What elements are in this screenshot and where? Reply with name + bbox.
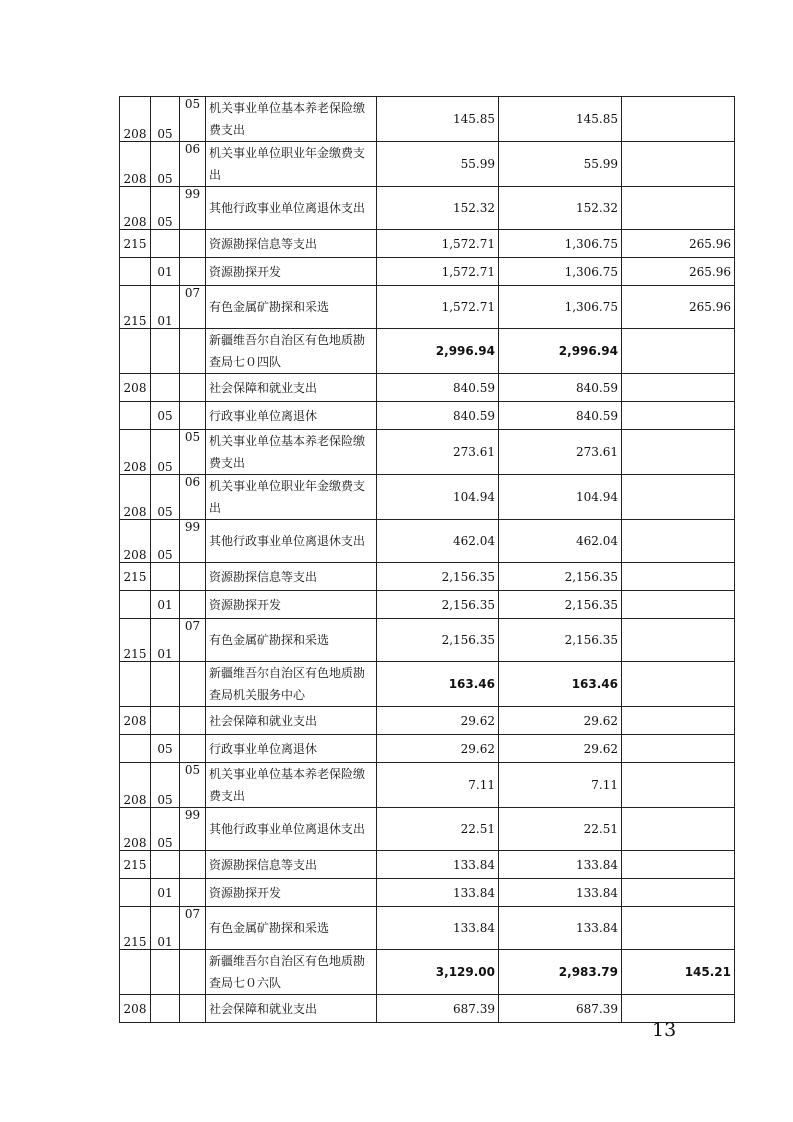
- class-code-cell: [120, 591, 151, 619]
- total-cell: 133.84: [377, 851, 499, 879]
- item-code-cell: [180, 258, 206, 286]
- class-code-cell: 215: [120, 851, 151, 879]
- table-row: [120, 563, 735, 591]
- table-row: [120, 735, 735, 763]
- project-expenditure-cell: [622, 995, 735, 1023]
- unit-header-row: [120, 950, 735, 995]
- project-expenditure-cell: [622, 142, 735, 187]
- section-code-cell: 01: [151, 879, 180, 907]
- section-code-cell: [151, 329, 180, 374]
- class-code-cell: 208: [120, 808, 151, 851]
- project-expenditure-cell: [622, 563, 735, 591]
- basic-expenditure-cell: 29.62: [499, 735, 622, 763]
- section-code-cell: 05: [151, 520, 180, 563]
- project-expenditure-cell: 145.21: [622, 950, 735, 995]
- section-code-cell: [151, 374, 180, 402]
- basic-expenditure-cell: 1,306.75: [499, 286, 622, 329]
- project-expenditure-cell: [622, 329, 735, 374]
- subject-name-cell: 其他行政事业单位离退休支出: [206, 187, 377, 230]
- table-row: [120, 907, 735, 950]
- project-expenditure-cell: [622, 520, 735, 563]
- basic-expenditure-cell: 2,156.35: [499, 591, 622, 619]
- item-code-cell: [180, 879, 206, 907]
- subject-name-cell: 有色金属矿勘探和采选: [206, 286, 377, 329]
- total-cell: 152.32: [377, 187, 499, 230]
- table-row: [120, 520, 735, 563]
- total-cell: 55.99: [377, 142, 499, 187]
- class-code-cell: 215: [120, 619, 151, 662]
- subject-name-cell: 其他行政事业单位离退休支出: [206, 520, 377, 563]
- section-code-cell: 05: [151, 475, 180, 520]
- total-cell: 145.85: [377, 97, 499, 142]
- table-row: [120, 430, 735, 475]
- basic-expenditure-cell: 840.59: [499, 374, 622, 402]
- item-code-cell: [180, 735, 206, 763]
- project-expenditure-cell: [622, 662, 735, 707]
- project-expenditure-cell: [622, 763, 735, 808]
- class-code-cell: 208: [120, 142, 151, 187]
- basic-expenditure-cell: 7.11: [499, 763, 622, 808]
- project-expenditure-cell: [622, 187, 735, 230]
- table-row: [120, 142, 735, 187]
- project-expenditure-cell: [622, 707, 735, 735]
- project-expenditure-cell: [622, 808, 735, 851]
- basic-expenditure-cell: 163.46: [499, 662, 622, 707]
- section-code-cell: [151, 950, 180, 995]
- total-cell: 1,572.71: [377, 258, 499, 286]
- table-row: [120, 402, 735, 430]
- item-code-cell: [180, 374, 206, 402]
- table-row: [120, 707, 735, 735]
- subject-name-cell: 资源勘探开发: [206, 879, 377, 907]
- item-code-cell: [180, 662, 206, 707]
- total-cell: 133.84: [377, 879, 499, 907]
- subject-name-cell: 资源勘探信息等支出: [206, 563, 377, 591]
- item-code-cell: [180, 851, 206, 879]
- section-code-cell: 05: [151, 430, 180, 475]
- basic-expenditure-cell: 145.85: [499, 97, 622, 142]
- total-cell: 104.94: [377, 475, 499, 520]
- item-code-cell: [180, 707, 206, 735]
- section-code-cell: 05: [151, 735, 180, 763]
- subject-name-cell: 有色金属矿勘探和采选: [206, 619, 377, 662]
- basic-expenditure-cell: 840.59: [499, 402, 622, 430]
- subject-name-cell: 机关事业单位基本养老保险缴费支出: [206, 763, 377, 808]
- item-code-cell: [180, 950, 206, 995]
- total-cell: 1,572.71: [377, 230, 499, 258]
- project-expenditure-cell: 265.96: [622, 286, 735, 329]
- project-expenditure-cell: [622, 97, 735, 142]
- basic-expenditure-cell: 2,156.35: [499, 619, 622, 662]
- class-code-cell: 215: [120, 286, 151, 329]
- section-code-cell: 01: [151, 591, 180, 619]
- subject-name-cell: 机关事业单位基本养老保险缴费支出: [206, 97, 377, 142]
- subject-name-cell: 资源勘探信息等支出: [206, 230, 377, 258]
- total-cell: 462.04: [377, 520, 499, 563]
- subject-name-cell: 新疆维吾尔自治区有色地质勘查局七０六队: [206, 950, 377, 995]
- unit-header-row: [120, 662, 735, 707]
- item-code-cell: 06: [180, 475, 206, 520]
- total-cell: 687.39: [377, 995, 499, 1023]
- item-code-cell: [180, 995, 206, 1023]
- class-code-cell: [120, 402, 151, 430]
- project-expenditure-cell: [622, 475, 735, 520]
- project-expenditure-cell: [622, 879, 735, 907]
- class-code-cell: 208: [120, 475, 151, 520]
- total-cell: 840.59: [377, 374, 499, 402]
- subject-name-cell: 社会保障和就业支出: [206, 995, 377, 1023]
- page-number: 13: [652, 1019, 677, 1041]
- section-code-cell: 05: [151, 187, 180, 230]
- project-expenditure-cell: [622, 851, 735, 879]
- table-row: [120, 879, 735, 907]
- item-code-cell: [180, 329, 206, 374]
- total-cell: 2,156.35: [377, 591, 499, 619]
- table-row: [120, 286, 735, 329]
- section-code-cell: [151, 995, 180, 1023]
- project-expenditure-cell: [622, 907, 735, 950]
- item-code-cell: 05: [180, 763, 206, 808]
- table-row: [120, 475, 735, 520]
- basic-expenditure-cell: 133.84: [499, 907, 622, 950]
- item-code-cell: 06: [180, 142, 206, 187]
- project-expenditure-cell: [622, 619, 735, 662]
- subject-name-cell: 社会保障和就业支出: [206, 374, 377, 402]
- class-code-cell: 208: [120, 520, 151, 563]
- class-code-cell: [120, 258, 151, 286]
- project-expenditure-cell: 265.96: [622, 258, 735, 286]
- section-code-cell: 05: [151, 808, 180, 851]
- basic-expenditure-cell: 104.94: [499, 475, 622, 520]
- basic-expenditure-cell: 273.61: [499, 430, 622, 475]
- subject-name-cell: 有色金属矿勘探和采选: [206, 907, 377, 950]
- section-code-cell: [151, 707, 180, 735]
- class-code-cell: 208: [120, 763, 151, 808]
- section-code-cell: [151, 230, 180, 258]
- subject-name-cell: 机关事业单位职业年金缴费支出: [206, 475, 377, 520]
- class-code-cell: 208: [120, 374, 151, 402]
- table-row: [120, 258, 735, 286]
- item-code-cell: [180, 230, 206, 258]
- total-cell: 22.51: [377, 808, 499, 851]
- item-code-cell: 99: [180, 808, 206, 851]
- table-row: [120, 187, 735, 230]
- class-code-cell: 215: [120, 563, 151, 591]
- section-code-cell: 01: [151, 286, 180, 329]
- project-expenditure-cell: 265.96: [622, 230, 735, 258]
- project-expenditure-cell: [622, 735, 735, 763]
- table-row: [120, 619, 735, 662]
- section-code-cell: 01: [151, 258, 180, 286]
- item-code-cell: 07: [180, 286, 206, 329]
- basic-expenditure-cell: 133.84: [499, 851, 622, 879]
- basic-expenditure-cell: 22.51: [499, 808, 622, 851]
- subject-name-cell: 资源勘探开发: [206, 591, 377, 619]
- class-code-cell: [120, 735, 151, 763]
- subject-name-cell: 资源勘探信息等支出: [206, 851, 377, 879]
- table-row: [120, 97, 735, 142]
- class-code-cell: 215: [120, 230, 151, 258]
- project-expenditure-cell: [622, 402, 735, 430]
- class-code-cell: 208: [120, 995, 151, 1023]
- section-code-cell: 01: [151, 907, 180, 950]
- class-code-cell: 208: [120, 97, 151, 142]
- class-code-cell: [120, 879, 151, 907]
- section-code-cell: 05: [151, 142, 180, 187]
- table-row: [120, 808, 735, 851]
- section-code-cell: 05: [151, 97, 180, 142]
- subject-name-cell: 新疆维吾尔自治区有色地质勘查局七０四队: [206, 329, 377, 374]
- total-cell: 840.59: [377, 402, 499, 430]
- section-code-cell: 05: [151, 402, 180, 430]
- basic-expenditure-cell: 2,996.94: [499, 329, 622, 374]
- item-code-cell: 07: [180, 907, 206, 950]
- table-row: [120, 851, 735, 879]
- table-row: [120, 995, 735, 1023]
- subject-name-cell: 机关事业单位职业年金缴费支出: [206, 142, 377, 187]
- class-code-cell: 208: [120, 707, 151, 735]
- class-code-cell: 215: [120, 907, 151, 950]
- basic-expenditure-cell: 462.04: [499, 520, 622, 563]
- basic-expenditure-cell: 133.84: [499, 879, 622, 907]
- item-code-cell: 99: [180, 520, 206, 563]
- class-code-cell: [120, 950, 151, 995]
- section-code-cell: 01: [151, 619, 180, 662]
- total-cell: 29.62: [377, 735, 499, 763]
- project-expenditure-cell: [622, 591, 735, 619]
- class-code-cell: [120, 662, 151, 707]
- subject-name-cell: 其他行政事业单位离退休支出: [206, 808, 377, 851]
- basic-expenditure-cell: 29.62: [499, 707, 622, 735]
- total-cell: 29.62: [377, 707, 499, 735]
- subject-name-cell: 社会保障和就业支出: [206, 707, 377, 735]
- item-code-cell: [180, 563, 206, 591]
- item-code-cell: 07: [180, 619, 206, 662]
- total-cell: 3,129.00: [377, 950, 499, 995]
- total-cell: 2,156.35: [377, 563, 499, 591]
- table-row: [120, 230, 735, 258]
- subject-name-cell: 行政事业单位离退休: [206, 735, 377, 763]
- total-cell: 1,572.71: [377, 286, 499, 329]
- subject-name-cell: 新疆维吾尔自治区有色地质勘查局机关服务中心: [206, 662, 377, 707]
- total-cell: 163.46: [377, 662, 499, 707]
- basic-expenditure-cell: 1,306.75: [499, 230, 622, 258]
- table-row: [120, 591, 735, 619]
- subject-name-cell: 行政事业单位离退休: [206, 402, 377, 430]
- basic-expenditure-cell: 2,156.35: [499, 563, 622, 591]
- total-cell: 273.61: [377, 430, 499, 475]
- total-cell: 2,996.94: [377, 329, 499, 374]
- total-cell: 7.11: [377, 763, 499, 808]
- basic-expenditure-cell: 152.32: [499, 187, 622, 230]
- table-row: [120, 763, 735, 808]
- total-cell: 2,156.35: [377, 619, 499, 662]
- section-code-cell: [151, 851, 180, 879]
- basic-expenditure-cell: 687.39: [499, 995, 622, 1023]
- class-code-cell: 208: [120, 187, 151, 230]
- total-cell: 133.84: [377, 907, 499, 950]
- basic-expenditure-cell: 1,306.75: [499, 258, 622, 286]
- class-code-cell: [120, 329, 151, 374]
- class-code-cell: 208: [120, 430, 151, 475]
- basic-expenditure-cell: 55.99: [499, 142, 622, 187]
- budget-table: [119, 96, 735, 1023]
- subject-name-cell: 机关事业单位基本养老保险缴费支出: [206, 430, 377, 475]
- basic-expenditure-cell: 2,983.79: [499, 950, 622, 995]
- item-code-cell: [180, 591, 206, 619]
- item-code-cell: 99: [180, 187, 206, 230]
- section-code-cell: [151, 662, 180, 707]
- item-code-cell: 05: [180, 97, 206, 142]
- project-expenditure-cell: [622, 374, 735, 402]
- unit-header-row: [120, 329, 735, 374]
- project-expenditure-cell: [622, 430, 735, 475]
- item-code-cell: [180, 402, 206, 430]
- section-code-cell: 05: [151, 763, 180, 808]
- item-code-cell: 05: [180, 430, 206, 475]
- section-code-cell: [151, 563, 180, 591]
- table-row: [120, 374, 735, 402]
- table-body: [120, 97, 735, 1023]
- subject-name-cell: 资源勘探开发: [206, 258, 377, 286]
